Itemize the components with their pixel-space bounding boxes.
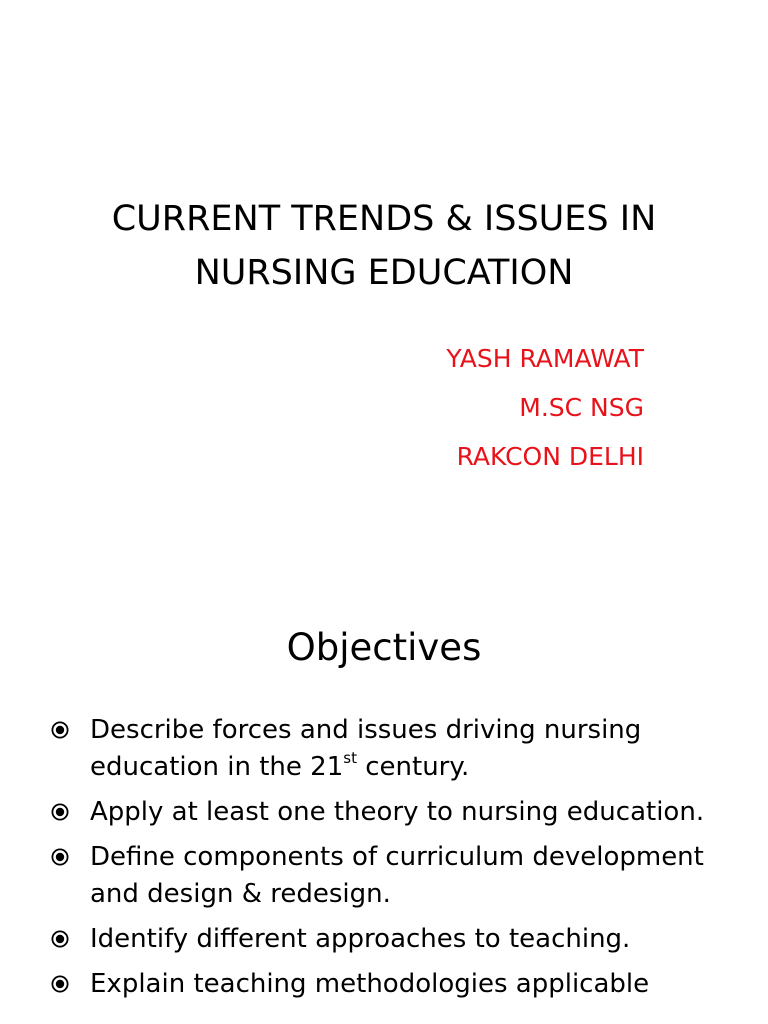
objective-text: Explain teaching methodologies applicable: [90, 969, 650, 999]
list-item: [48, 794, 748, 831]
title-line-1: CURRENT TRENDS & ISSUES IN: [111, 199, 657, 239]
author-name: YASH RAMAWAT: [446, 344, 644, 373]
author-institution: RAKCON DELHI: [456, 442, 644, 471]
title-line-2: NURSING EDUCATION: [194, 253, 574, 293]
objective-text: Identify different approaches to teaching.: [90, 924, 631, 954]
objectives-slide: [0, 576, 768, 1024]
list-item: [48, 839, 748, 913]
circled-dot-bullet-icon: [51, 721, 69, 739]
objective-text: Define components of curriculum development and design & redesign.: [90, 842, 704, 909]
slide-title: [40, 192, 728, 300]
superscript-ordinal: st: [343, 749, 357, 768]
circled-dot-bullet-icon: [51, 848, 69, 866]
list-item: [48, 712, 748, 786]
author-degree: M.SC NSG: [519, 393, 644, 422]
objectives-heading: Objectives: [286, 626, 482, 669]
author-block: [446, 334, 644, 481]
objectives-list: [48, 712, 748, 1011]
objective-text: Describe forces and issues driving nursing education in the 21st century.: [90, 715, 642, 782]
list-item: [48, 921, 748, 958]
circled-dot-bullet-icon: [51, 803, 69, 821]
objective-text: Apply at least one theory to nursing education.: [90, 797, 705, 827]
circled-dot-bullet-icon: [51, 930, 69, 948]
circled-dot-bullet-icon: [51, 975, 69, 993]
list-item: [48, 966, 748, 1003]
